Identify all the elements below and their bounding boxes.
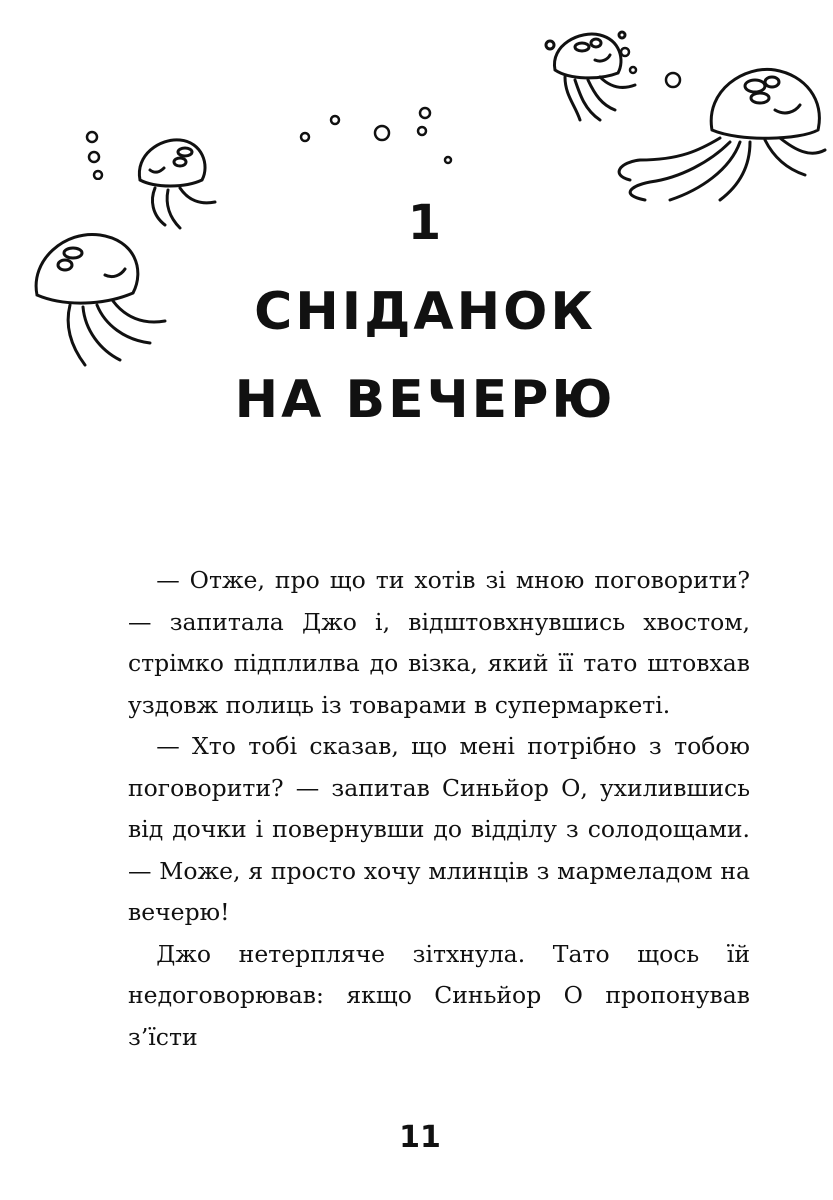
chapter-title-line-1: СНІДАНОК xyxy=(254,282,596,342)
chapter-title xyxy=(200,268,650,444)
chapter-body-text xyxy=(128,560,750,1058)
bubbles-decoration-right xyxy=(615,40,695,120)
chapter-title-line-2: НА ВЕЧЕРЮ xyxy=(234,370,616,430)
paragraph: — Хто тобі сказав, що мені потрібно з тобою поговорити? — запитав Синьйор О, ухилившись від дочки і повернувши до відділу з солодощами. — Може, я просто хочу млинців з мармеладом на вечерю! xyxy=(128,732,750,926)
chapter-number: 1 xyxy=(407,195,443,251)
paragraph: — Отже, про що ти хотів зі мною поговорити? — запитала Джо і, відштовхнувшись хвостом, стрімко підплилва до візка, який її тато штовхав уздовж полиць із товарами в супермаркеті. xyxy=(128,566,750,719)
page-number: 11 xyxy=(399,1120,441,1155)
bubbles-decoration xyxy=(80,95,460,180)
paragraph: Джо нетерпляче зітхнула. Тато щось їй недоговорював: якщо Синьйор О пропонував з’їсти xyxy=(128,939,750,1051)
jellyfish-illustration-left xyxy=(25,225,175,385)
